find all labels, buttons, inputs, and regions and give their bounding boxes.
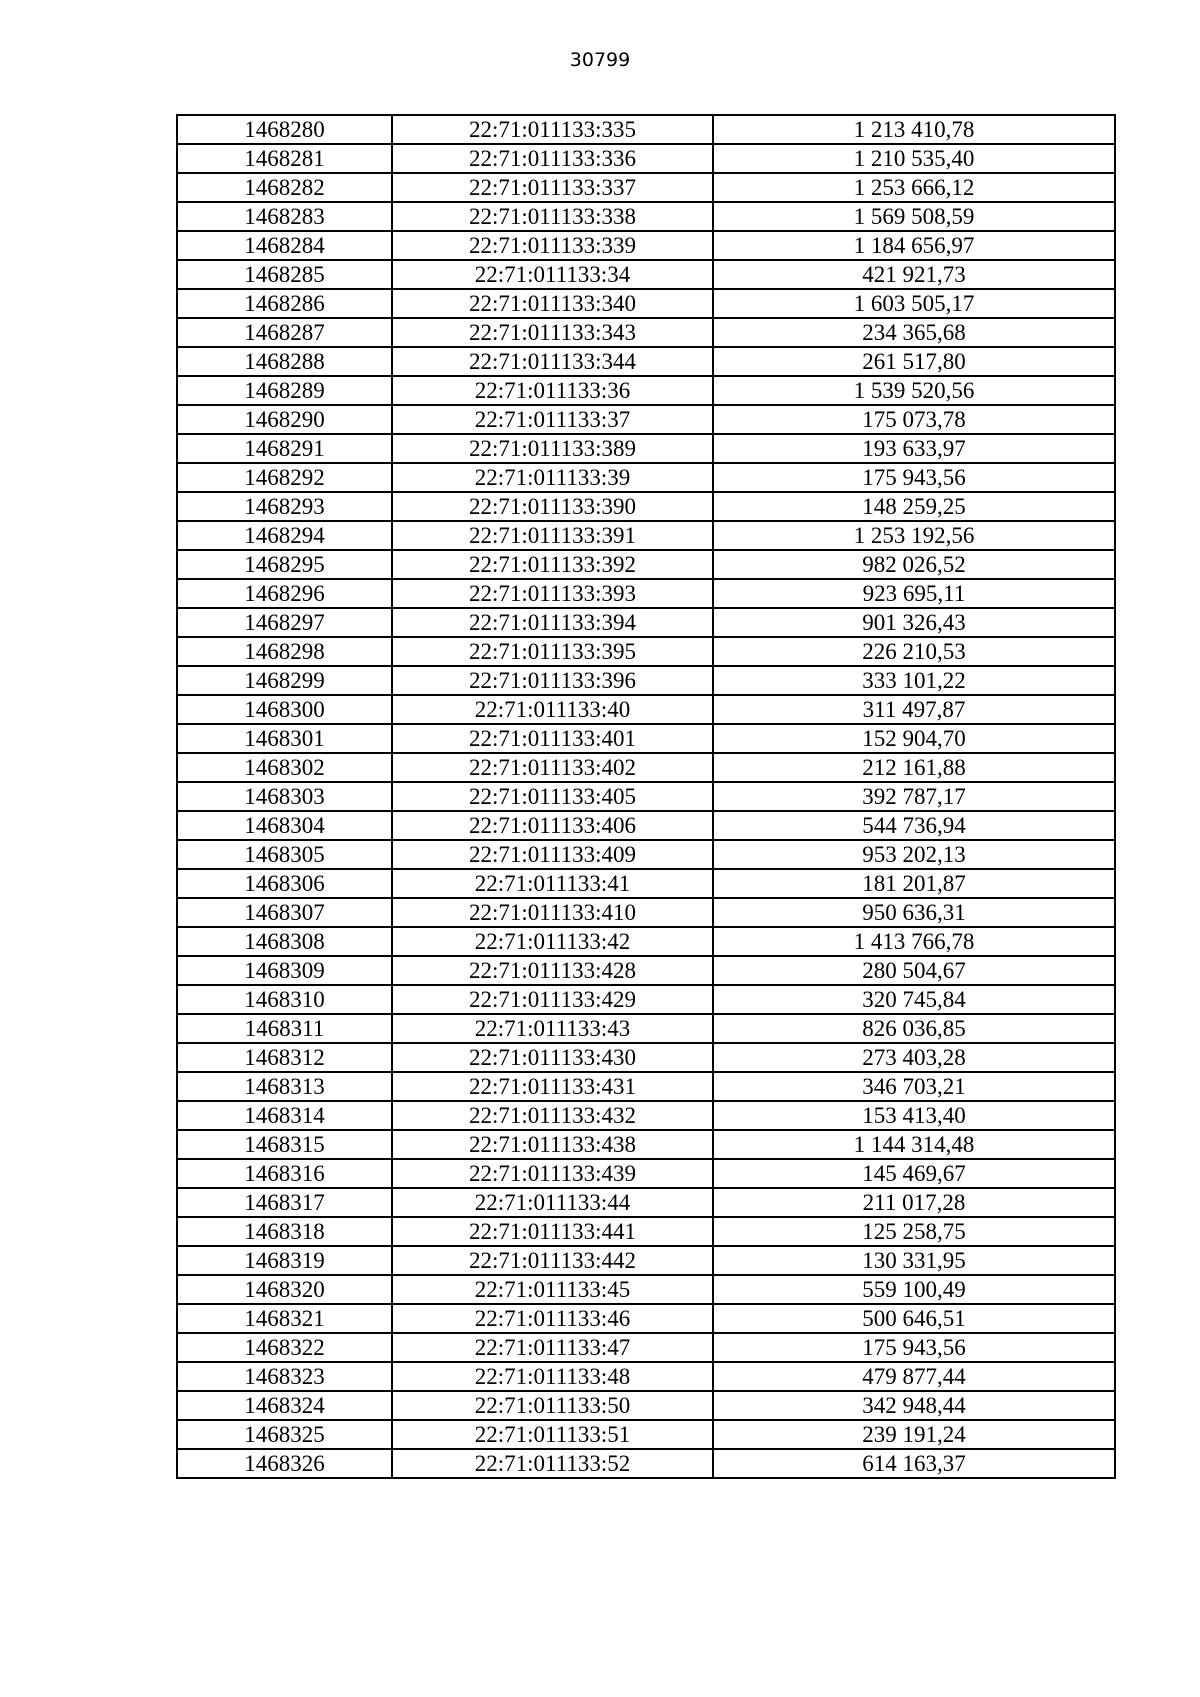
table-row [177,173,1115,202]
row-number-cell: 1468290 [177,405,392,434]
cadastral-number-cell: 22:71:011133:439 [392,1159,713,1188]
row-number-cell: 1468288 [177,347,392,376]
table-row [177,376,1115,405]
value-cell: 193 633,97 [713,434,1115,463]
table-row [177,1449,1115,1478]
table-row [177,927,1115,956]
table-row [177,1159,1115,1188]
table-row [177,956,1115,985]
value-cell: 953 202,13 [713,840,1115,869]
table-row [177,1014,1115,1043]
cadastral-number-cell: 22:71:011133:52 [392,1449,713,1478]
table-row [177,724,1115,753]
row-number-cell: 1468300 [177,695,392,724]
cadastral-number-cell: 22:71:011133:393 [392,579,713,608]
table-row [177,231,1115,260]
row-number-cell: 1468301 [177,724,392,753]
cadastral-number-cell: 22:71:011133:441 [392,1217,713,1246]
row-number-cell: 1468312 [177,1043,392,1072]
value-cell: 346 703,21 [713,1072,1115,1101]
table-row [177,695,1115,724]
table-row [177,347,1115,376]
cadastral-number-cell: 22:71:011133:390 [392,492,713,521]
table-row [177,550,1115,579]
cadastral-number-cell: 22:71:011133:45 [392,1275,713,1304]
value-cell: 1 413 766,78 [713,927,1115,956]
row-number-cell: 1468295 [177,550,392,579]
value-cell: 125 258,75 [713,1217,1115,1246]
cadastral-number-cell: 22:71:011133:42 [392,927,713,956]
value-cell: 311 497,87 [713,695,1115,724]
row-number-cell: 1468308 [177,927,392,956]
table-row [177,318,1115,347]
value-cell: 1 603 505,17 [713,289,1115,318]
value-cell: 1 144 314,48 [713,1130,1115,1159]
value-cell: 152 904,70 [713,724,1115,753]
page-number: 30799 [569,49,631,71]
row-number-cell: 1468324 [177,1391,392,1420]
value-cell: 1 539 520,56 [713,376,1115,405]
row-number-cell: 1468311 [177,1014,392,1043]
cadastral-number-cell: 22:71:011133:410 [392,898,713,927]
table-row [177,1333,1115,1362]
table-row [177,608,1115,637]
cadastral-number-cell: 22:71:011133:36 [392,376,713,405]
table-row [177,579,1115,608]
value-cell: 826 036,85 [713,1014,1115,1043]
row-number-cell: 1468303 [177,782,392,811]
table-row [177,782,1115,811]
row-number-cell: 1468323 [177,1362,392,1391]
row-number-cell: 1468296 [177,579,392,608]
table-row [177,1246,1115,1275]
table-row [177,521,1115,550]
row-number-cell: 1468299 [177,666,392,695]
cadastral-number-cell: 22:71:011133:394 [392,608,713,637]
table-row [177,1188,1115,1217]
cadastral-number-cell: 22:71:011133:405 [392,782,713,811]
value-cell: 559 100,49 [713,1275,1115,1304]
cadastral-number-cell: 22:71:011133:395 [392,637,713,666]
cadastral-number-cell: 22:71:011133:47 [392,1333,713,1362]
cadastral-number-cell: 22:71:011133:43 [392,1014,713,1043]
table-row [177,1304,1115,1333]
value-cell: 153 413,40 [713,1101,1115,1130]
table-row [177,840,1115,869]
cadastral-number-cell: 22:71:011133:34 [392,260,713,289]
row-number-cell: 1468282 [177,173,392,202]
table-row [177,405,1115,434]
table-row [177,1217,1115,1246]
value-cell: 239 191,24 [713,1420,1115,1449]
cadastral-number-cell: 22:71:011133:46 [392,1304,713,1333]
value-cell: 212 161,88 [713,753,1115,782]
table-row [177,985,1115,1014]
row-number-cell: 1468298 [177,637,392,666]
table-row [177,1420,1115,1449]
row-number-cell: 1468320 [177,1275,392,1304]
value-cell: 421 921,73 [713,260,1115,289]
row-number-cell: 1468310 [177,985,392,1014]
cadastral-number-cell: 22:71:011133:429 [392,985,713,1014]
row-number-cell: 1468309 [177,956,392,985]
table-row [177,115,1115,144]
value-cell: 333 101,22 [713,666,1115,695]
row-number-cell: 1468280 [177,115,392,144]
table-row [177,666,1115,695]
value-cell: 175 943,56 [713,1333,1115,1362]
cadastral-number-cell: 22:71:011133:41 [392,869,713,898]
value-cell: 226 210,53 [713,637,1115,666]
row-number-cell: 1468313 [177,1072,392,1101]
row-number-cell: 1468285 [177,260,392,289]
table-row [177,1043,1115,1072]
row-number-cell: 1468326 [177,1449,392,1478]
cadastral-number-cell: 22:71:011133:50 [392,1391,713,1420]
cadastral-number-cell: 22:71:011133:442 [392,1246,713,1275]
value-cell: 392 787,17 [713,782,1115,811]
value-cell: 982 026,52 [713,550,1115,579]
value-cell: 1 253 666,12 [713,173,1115,202]
row-number-cell: 1468286 [177,289,392,318]
table-body [177,115,1115,1478]
table-row [177,811,1115,840]
row-number-cell: 1468287 [177,318,392,347]
row-number-cell: 1468325 [177,1420,392,1449]
row-number-cell: 1468284 [177,231,392,260]
value-cell: 211 017,28 [713,1188,1115,1217]
row-number-cell: 1468317 [177,1188,392,1217]
cadastral-number-cell: 22:71:011133:391 [392,521,713,550]
row-number-cell: 1468289 [177,376,392,405]
value-cell: 320 745,84 [713,985,1115,1014]
table-row [177,463,1115,492]
table-row [177,898,1115,927]
row-number-cell: 1468319 [177,1246,392,1275]
row-number-cell: 1468316 [177,1159,392,1188]
cadastral-number-cell: 22:71:011133:401 [392,724,713,753]
cadastral-number-cell: 22:71:011133:48 [392,1362,713,1391]
table-row [177,1362,1115,1391]
value-cell: 130 331,95 [713,1246,1115,1275]
table-row [177,1130,1115,1159]
table-row [177,144,1115,173]
cadastral-number-cell: 22:71:011133:389 [392,434,713,463]
table-row [177,492,1115,521]
cadastral-number-cell: 22:71:011133:432 [392,1101,713,1130]
table-row [177,1275,1115,1304]
table-row [177,753,1115,782]
row-number-cell: 1468297 [177,608,392,637]
cadastral-number-cell: 22:71:011133:39 [392,463,713,492]
cadastral-number-cell: 22:71:011133:337 [392,173,713,202]
cadastral-number-cell: 22:71:011133:431 [392,1072,713,1101]
cadastral-number-cell: 22:71:011133:338 [392,202,713,231]
table-row [177,289,1115,318]
row-number-cell: 1468291 [177,434,392,463]
table-row [177,202,1115,231]
value-cell: 175 943,56 [713,463,1115,492]
value-cell: 479 877,44 [713,1362,1115,1391]
row-number-cell: 1468307 [177,898,392,927]
table-row [177,869,1115,898]
table-row [177,637,1115,666]
value-cell: 261 517,80 [713,347,1115,376]
value-cell: 1 569 508,59 [713,202,1115,231]
value-cell: 1 213 410,78 [713,115,1115,144]
value-cell: 1 253 192,56 [713,521,1115,550]
value-cell: 1 210 535,40 [713,144,1115,173]
data-table [176,114,1116,1479]
cadastral-number-cell: 22:71:011133:37 [392,405,713,434]
row-number-cell: 1468281 [177,144,392,173]
value-cell: 234 365,68 [713,318,1115,347]
value-cell: 544 736,94 [713,811,1115,840]
value-cell: 342 948,44 [713,1391,1115,1420]
row-number-cell: 1468322 [177,1333,392,1362]
cadastral-number-cell: 22:71:011133:406 [392,811,713,840]
value-cell: 148 259,25 [713,492,1115,521]
cadastral-number-cell: 22:71:011133:438 [392,1130,713,1159]
row-number-cell: 1468302 [177,753,392,782]
table-row [177,1072,1115,1101]
cadastral-number-cell: 22:71:011133:396 [392,666,713,695]
value-cell: 950 636,31 [713,898,1115,927]
row-number-cell: 1468314 [177,1101,392,1130]
table-row [177,260,1115,289]
cadastral-number-cell: 22:71:011133:409 [392,840,713,869]
table-row [177,434,1115,463]
value-cell: 175 073,78 [713,405,1115,434]
row-number-cell: 1468306 [177,869,392,898]
row-number-cell: 1468293 [177,492,392,521]
row-number-cell: 1468283 [177,202,392,231]
cadastral-number-cell: 22:71:011133:430 [392,1043,713,1072]
value-cell: 181 201,87 [713,869,1115,898]
value-cell: 614 163,37 [713,1449,1115,1478]
cadastral-number-cell: 22:71:011133:428 [392,956,713,985]
cadastral-number-cell: 22:71:011133:44 [392,1188,713,1217]
table-row [177,1101,1115,1130]
cadastral-number-cell: 22:71:011133:343 [392,318,713,347]
cadastral-number-cell: 22:71:011133:335 [392,115,713,144]
cadastral-number-cell: 22:71:011133:339 [392,231,713,260]
value-cell: 273 403,28 [713,1043,1115,1072]
row-number-cell: 1468318 [177,1217,392,1246]
cadastral-number-cell: 22:71:011133:344 [392,347,713,376]
cadastral-number-cell: 22:71:011133:51 [392,1420,713,1449]
row-number-cell: 1468321 [177,1304,392,1333]
row-number-cell: 1468292 [177,463,392,492]
value-cell: 145 469,67 [713,1159,1115,1188]
row-number-cell: 1468305 [177,840,392,869]
cadastral-number-cell: 22:71:011133:340 [392,289,713,318]
value-cell: 500 646,51 [713,1304,1115,1333]
value-cell: 901 326,43 [713,608,1115,637]
row-number-cell: 1468304 [177,811,392,840]
cadastral-number-cell: 22:71:011133:40 [392,695,713,724]
value-cell: 923 695,11 [713,579,1115,608]
cadastral-number-cell: 22:71:011133:402 [392,753,713,782]
row-number-cell: 1468315 [177,1130,392,1159]
value-cell: 1 184 656,97 [713,231,1115,260]
value-cell: 280 504,67 [713,956,1115,985]
table-row [177,1391,1115,1420]
cadastral-number-cell: 22:71:011133:392 [392,550,713,579]
row-number-cell: 1468294 [177,521,392,550]
cadastral-number-cell: 22:71:011133:336 [392,144,713,173]
